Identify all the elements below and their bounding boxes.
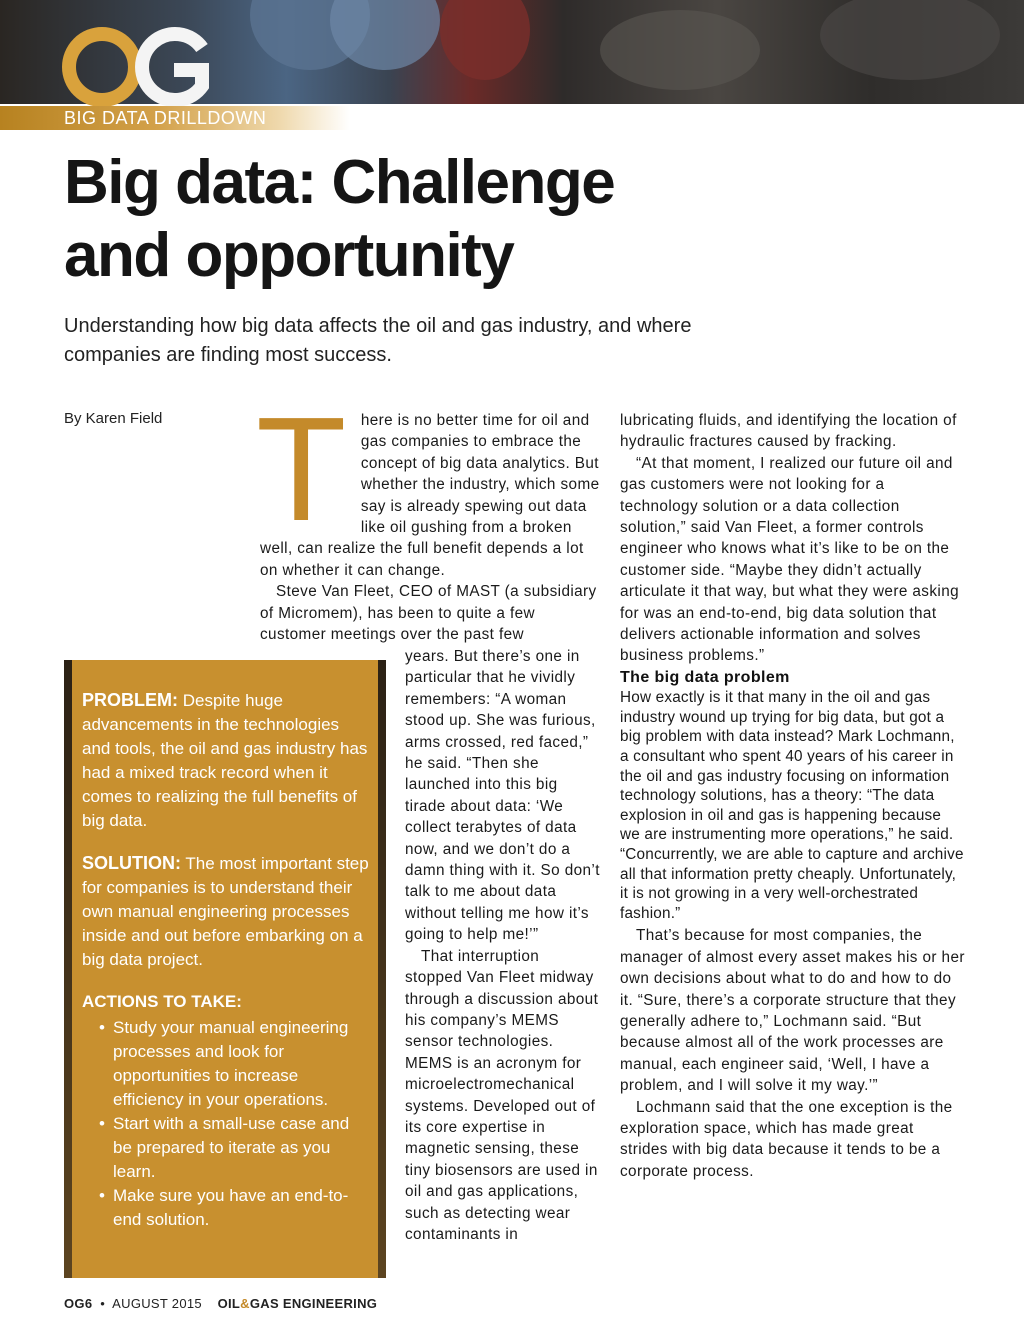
solution-text: The most important step for companies is to understand their own manual engineering processes inside and out before embarking on a big data project. xyxy=(82,854,369,969)
footer-separator: • xyxy=(100,1296,106,1311)
deck: Understanding how big data affects the oil and gas industry, and where companies are finding most success. xyxy=(64,315,692,366)
paragraph: That’s because for most companies, the manager of almost every asset makes his or her own decisions about what to do and how to do it. “Sure, there’s a corporate structure that they generally adhere to,” Lochmann said. “But because almost all of the work processes are manual, each engineer said, ‘Well, I have a problem, and I will solve it my way.’” xyxy=(620,927,965,1095)
paragraph: That interruption stopped Van Fleet midway through a discussion about his company’s MEMS sensor technologies. MEMS is an acronym for microelectromechanical systems. Developed out of its core expertise in magnetic sensing, these tiny biosensors are used in oil and gas applications, such as detecting wear contaminants in xyxy=(405,947,599,1243)
list-item: • Make sure you have an end-to-end solution. xyxy=(82,1184,372,1232)
issue-date: AUGUST 2015 xyxy=(112,1296,202,1311)
paragraph: here is no better time for oil and gas companies to embrace the concept of big data analytics. But whether the industry, which some say is already spewing out data like oil gushing from a broken well, can realize the full benefit depends a lot on whether it can change. xyxy=(260,412,600,579)
callout-problem xyxy=(82,688,372,833)
headline-line-2: and opportunity xyxy=(64,221,514,290)
paragraph: Steve Van Fleet, CEO of MAST (a subsidiary of Micromem), has been to quite a few customer meetings over the past few xyxy=(260,583,597,644)
byline: By Karen Field xyxy=(64,410,163,427)
article-column-1 xyxy=(256,387,600,645)
actions-label: ACTIONS TO TAKE: xyxy=(82,992,242,1011)
headline xyxy=(64,146,824,292)
article-column-2 xyxy=(405,646,600,1245)
actions-list xyxy=(82,1016,372,1232)
callout-solution xyxy=(82,851,372,972)
solution-label: SOLUTION: xyxy=(82,853,181,873)
article-column-3 xyxy=(620,410,965,1182)
section-label: BIG DATA DRILLDOWN xyxy=(64,108,267,128)
paragraph: How exactly is it that many in the oil and gas industry wound up trying for big data, but got a big problem with data instead? Mark Lochmann, a consultant who spent 40 years of his career in the oil and gas industry focusing on information technology solutions, has a theory: “The data explosion in oil and gas is happening because we are instrumenting more operations,” he said. “Concurrently, we are able to capture and archive all that information pretty cheaply. Unfortunately, it is not growing in a very well-orchestrated fashion.” xyxy=(620,689,964,922)
paragraph: lubricating fluids, and identifying the location of hydraulic fractures caused by fracking. xyxy=(620,412,957,451)
og-logo xyxy=(62,26,212,108)
paragraph: Lochmann said that the one exception is the exploration space, which has made great strides with big data because it tends to be a corporate process. xyxy=(620,1098,953,1180)
problem-label: PROBLEM: xyxy=(82,690,178,710)
callout-content xyxy=(82,688,372,1232)
callout-shadow xyxy=(378,660,386,1278)
page-number: OG6 xyxy=(64,1296,93,1311)
callout-shadow xyxy=(64,660,72,1278)
headline-line-1: Big data: Challenge xyxy=(64,148,615,217)
publication-name: OIL&GAS ENGINEERING xyxy=(217,1296,378,1311)
paragraph: years. But there’s one in particular that he vividly remembers: “A woman stood up. She was furious, arms crossed, red faced,” he said. “Then she launched into this big tirade about data: ‘We collect terabytes of data now, and we don’t do a damn thing with it. So don’t talk to me about data without telling me how it’s going to help me!’” xyxy=(405,648,600,944)
page-footer xyxy=(64,1296,377,1311)
subhead: The big data problem xyxy=(620,668,790,686)
paragraph: “At that moment, I realized our future oil and gas customers were not looking for a technology solution or a data collection solution,” said Van Fleet, a former controls engineer who knows what it’s like to be on the customer side. “Maybe they didn’t actually articulate it that way, but what they were asking for was an end-to-end, big data solution that delivers actionable information and solves business problems.” xyxy=(620,454,960,665)
drop-cap: T xyxy=(256,387,347,552)
list-item: • Study your manual engineering processes and look for opportunities to increase efficiency in your operations. xyxy=(82,1016,372,1112)
problem-text: Despite huge advancements in the technologies and tools, the oil and gas industry has had a mixed track record when it comes to realizing the full benefits of big data. xyxy=(82,691,368,830)
list-item: • Start with a small-use case and be prepared to iterate as you learn. xyxy=(82,1112,372,1184)
